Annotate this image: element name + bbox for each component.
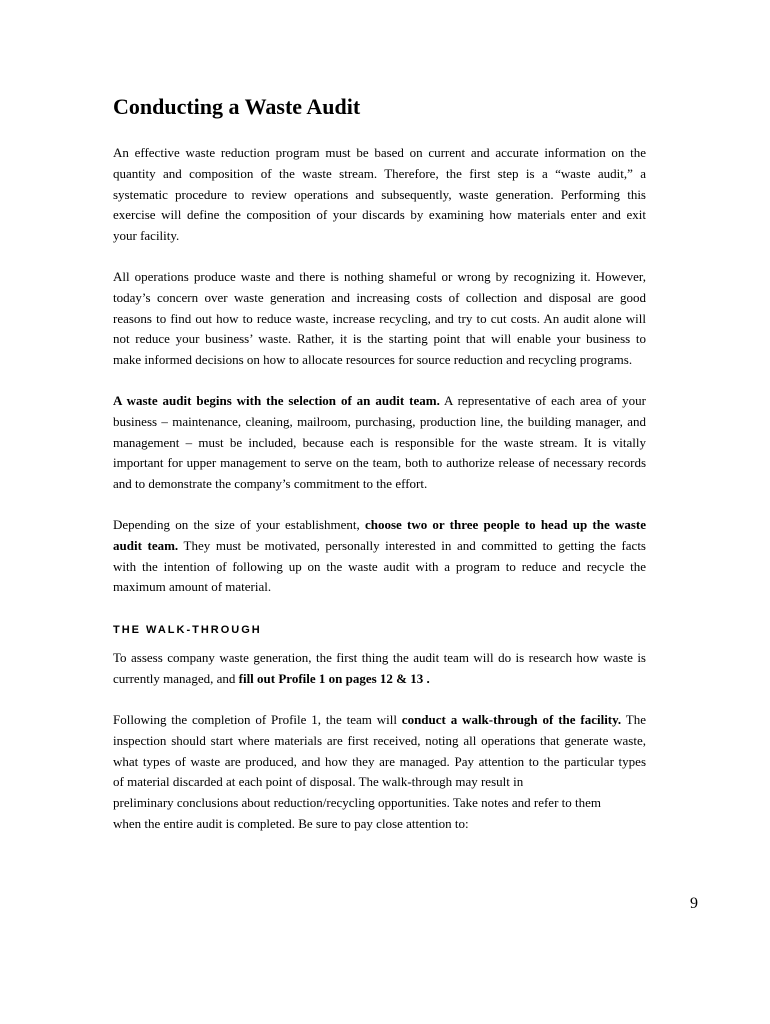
text-line xyxy=(113,164,646,185)
text-line xyxy=(113,814,646,835)
paragraph-team-leaders xyxy=(113,515,646,598)
text-line xyxy=(113,648,646,669)
text-line xyxy=(113,288,646,309)
text-run: your facility. xyxy=(113,228,180,244)
text-run: management – must be included, because each is responsible for the waste stream. It is vitally xyxy=(113,434,646,450)
text-line xyxy=(113,205,646,226)
paragraph-intro xyxy=(113,143,646,247)
text-run: inspection should start where materials are first received, noting all operations that generate waste, xyxy=(113,732,646,748)
text-run: maximum amount of material. xyxy=(113,579,272,595)
text-line xyxy=(113,433,646,454)
text-line xyxy=(113,669,646,690)
text-line xyxy=(113,710,646,731)
text-line xyxy=(113,536,646,557)
text-run: not reduce your business’ waste. Rather, it is the starting point that will enable your business to xyxy=(113,331,646,347)
bold-text: A waste audit begins with the selection of an audit team. xyxy=(113,393,440,408)
text-line xyxy=(113,453,646,474)
text-line xyxy=(113,793,646,814)
text-line xyxy=(113,350,646,371)
text-run: systematic procedure to review operations and subsequently, waste generation. Performing this xyxy=(113,186,646,202)
paragraph-audit-team xyxy=(113,391,646,495)
text-run: and to demonstrate the company’s commitment to the effort. xyxy=(113,476,428,492)
text-run: To assess company waste generation, the first thing the audit team will do is research how waste is xyxy=(113,650,646,665)
text-run: preliminary conclusions about reduction/recycling opportunities. Take notes and refer to them xyxy=(113,795,602,811)
text-run: reasons to find out how to reduce waste, increase recycling, and try to cut costs. An audit alone will xyxy=(113,310,646,326)
text-line xyxy=(113,226,646,247)
text-run: They must be motivated, personally interested in and committed to getting the facts xyxy=(178,537,646,553)
text-line xyxy=(113,577,646,598)
text-run: All operations produce waste and there is nothing shameful or wrong by recognizing it. However, xyxy=(113,269,646,284)
text-run: exercise will define the composition of your discards by examining how materials enter and exit xyxy=(113,207,646,223)
text-line xyxy=(113,185,646,206)
text-run: A representative of each area of your xyxy=(439,393,647,408)
text-run: when the entire audit is completed. Be sure to pay close attention to: xyxy=(113,815,469,831)
section-heading: THE WALK-THROUGH xyxy=(113,624,262,636)
text-run: business – maintenance, cleaning, mailroom, purchasing, production line, the building manager, and xyxy=(113,413,646,429)
text-run: important for upper management to serve on the team, both to authorize release of necessary records xyxy=(113,455,646,471)
text-run: of material discarded at each point of disposal. The walk-through may result in xyxy=(113,774,524,790)
text-run: with the intention of following up on the waste audit with a program to reduce and recycle the xyxy=(113,558,646,574)
text-line xyxy=(113,731,646,752)
text-line xyxy=(113,309,646,330)
bold-text: conduct a walk-through of the facility. xyxy=(401,712,622,727)
text-line xyxy=(113,143,646,164)
text-line xyxy=(113,515,646,536)
text-run: make informed decisions on how to allocate resources for source reduction and recycling programs. xyxy=(113,352,633,368)
paragraph-assess xyxy=(113,648,646,690)
text-line xyxy=(113,474,646,495)
text-line xyxy=(113,329,646,350)
page-title: Conducting a Waste Audit xyxy=(113,94,361,119)
bold-text: audit team. xyxy=(113,537,179,553)
text-run: The xyxy=(621,712,646,727)
bold-text: choose two or three people to head up the waste xyxy=(364,517,646,532)
page-number: 9 xyxy=(690,895,698,912)
text-run: today’s concern over waste generation and increasing costs of collection and disposal are good xyxy=(113,289,646,305)
text-line xyxy=(113,391,646,412)
text-line xyxy=(113,267,646,288)
text-run: what types of waste are produced, and how they are managed. Pay attention to the particular types xyxy=(113,753,646,769)
paragraph-operations xyxy=(113,267,646,371)
text-line xyxy=(113,412,646,433)
text-run: currently managed, and xyxy=(113,670,239,686)
text-line xyxy=(113,772,646,793)
text-run: Depending on the size of your establishment, xyxy=(113,517,365,532)
text-run: quantity and composition of the waste stream. Therefore, the first step is a “waste audit,” a xyxy=(113,165,646,181)
bold-text: fill out Profile 1 on pages 12 & 13 . xyxy=(238,670,430,686)
text-line xyxy=(113,557,646,578)
paragraph-walk-through xyxy=(113,710,646,835)
text-run: Following the completion of Profile 1, the team will xyxy=(113,712,402,727)
text-run: An effective waste reduction program must be based on current and accurate information on the xyxy=(113,145,646,160)
text-line xyxy=(113,752,646,773)
